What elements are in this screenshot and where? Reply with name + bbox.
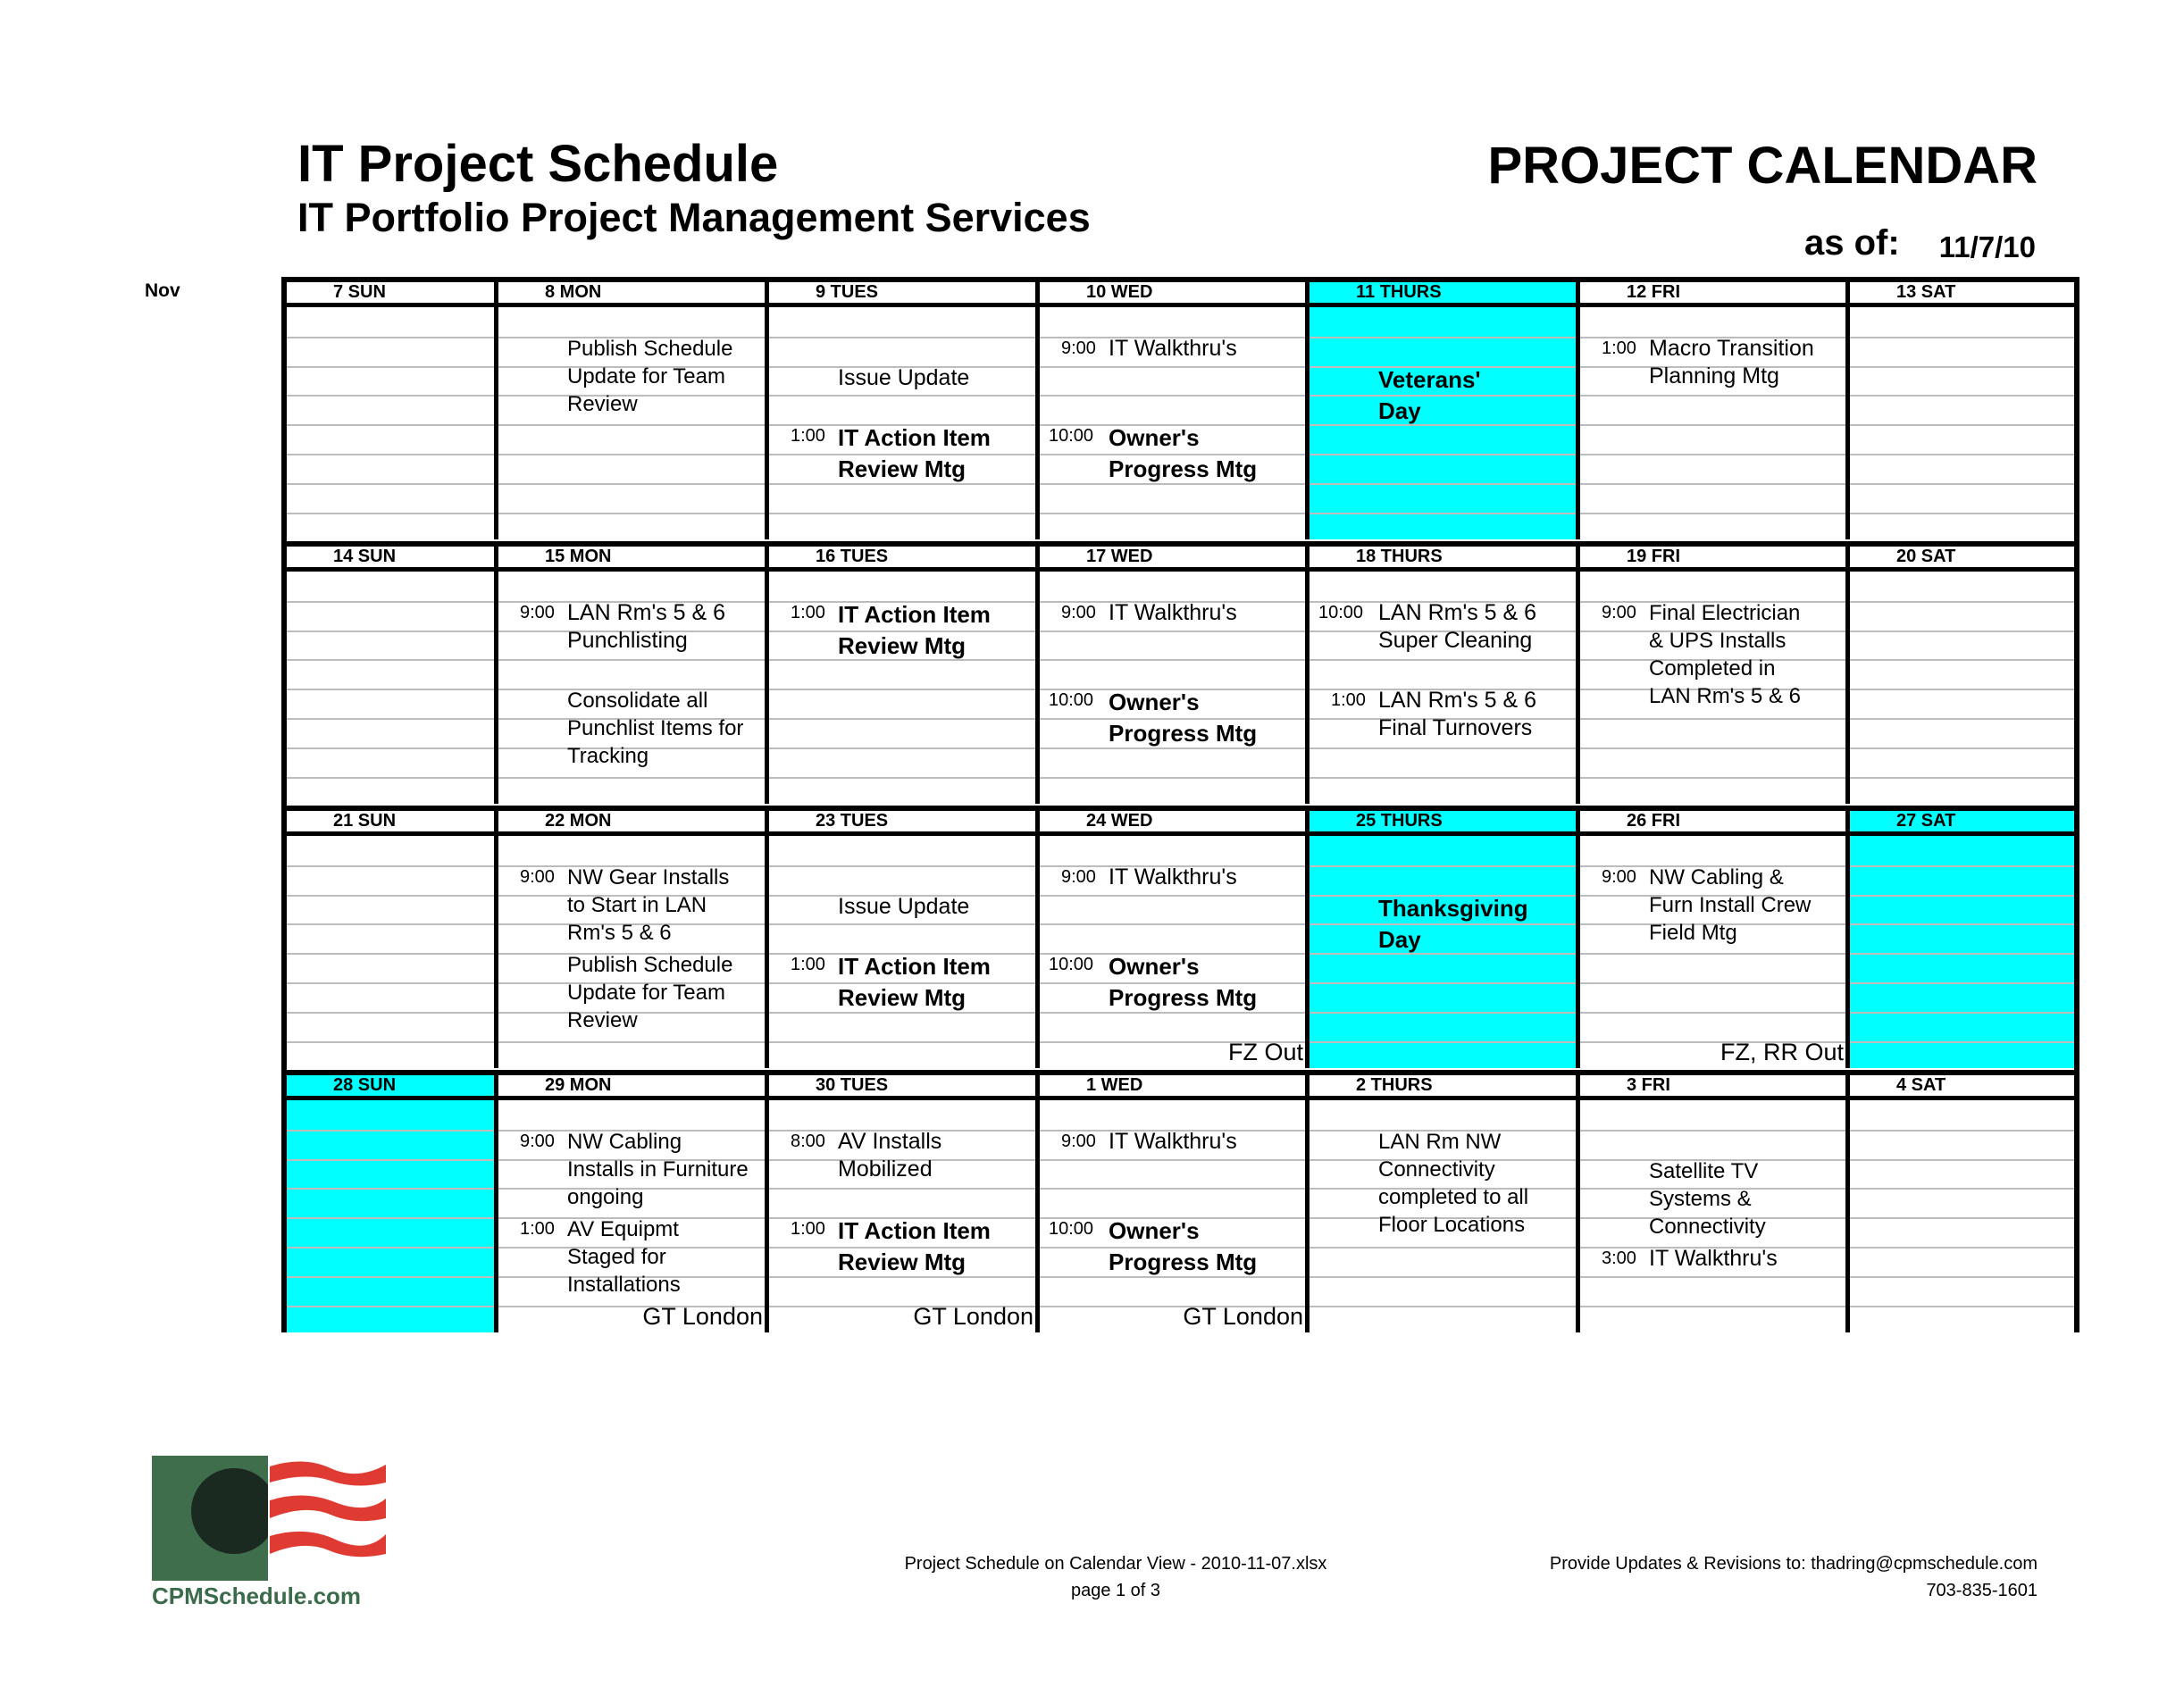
- row-divider: [1850, 1188, 2074, 1190]
- row-divider: [1310, 747, 1576, 749]
- event-text: Satellite TV Systems & Connectivity: [1649, 1158, 1766, 1239]
- row-divider: [1310, 1247, 1576, 1249]
- row-divider: [287, 718, 494, 720]
- row-divider: [1850, 631, 2074, 632]
- logo-text: CPMSchedule.com: [152, 1583, 362, 1609]
- row-divider: [1040, 923, 1305, 925]
- row-divider: [769, 865, 1035, 867]
- day-note: FZ Out: [1227, 1039, 1303, 1065]
- row-divider: [1850, 689, 2074, 690]
- row-divider: [1040, 366, 1305, 368]
- event-time: 10:00: [1049, 690, 1094, 711]
- day-cell[interactable]: [1040, 277, 1310, 539]
- row-divider: [1580, 395, 1845, 397]
- row-divider: [769, 1188, 1035, 1190]
- row-divider: [1850, 865, 2074, 867]
- row-divider: [1850, 953, 2074, 955]
- row-divider: [1580, 777, 1845, 779]
- row-divider: [1850, 337, 2074, 338]
- row-divider: [287, 1159, 494, 1161]
- row-divider: [1310, 337, 1576, 338]
- event-time: 1:00: [1602, 338, 1636, 358]
- row-divider: [1850, 1012, 2074, 1014]
- row-divider: [1580, 454, 1845, 455]
- event-time: 9:00: [1061, 866, 1096, 887]
- row-divider: [498, 777, 765, 779]
- row-divider: [287, 366, 494, 368]
- event-text: IT Walkthru's: [1109, 1128, 1237, 1154]
- event-text: AV Equipmt Staged for Installations: [567, 1217, 681, 1298]
- footer-page-number: page 1 of 3: [1070, 1581, 1161, 1600]
- day-cell[interactable]: [1310, 1070, 1580, 1332]
- event-time: 1:00: [1331, 690, 1366, 711]
- day-header: 20 SAT: [1850, 541, 2074, 572]
- row-divider: [1850, 1130, 2074, 1132]
- row-divider: [769, 337, 1035, 338]
- event-text: NW Cabling Installs in Furniture ongoing: [567, 1129, 749, 1209]
- row-divider: [769, 923, 1035, 925]
- row-divider: [287, 982, 494, 984]
- row-divider: [498, 1041, 765, 1043]
- event-text: IT Action Item Review Mtg: [838, 953, 991, 1012]
- day-cell[interactable]: [769, 541, 1040, 804]
- event-time: 10:00: [1049, 1219, 1094, 1240]
- row-divider: [1040, 1188, 1305, 1190]
- event-text: Issue Update: [838, 364, 970, 390]
- row-divider: [769, 718, 1035, 720]
- event-text: Veterans' Day: [1378, 365, 1481, 424]
- day-cell[interactable]: [1040, 1070, 1310, 1332]
- day-header: 12 FRI: [1580, 277, 1845, 307]
- event-time: 10:00: [1318, 602, 1364, 622]
- footer-phone: 703-835-1601: [1926, 1581, 2038, 1600]
- row-divider: [1850, 366, 2074, 368]
- day-note: FZ, RR Out: [1720, 1039, 1844, 1065]
- day-header: 25 THURS: [1310, 806, 1576, 836]
- row-divider: [287, 337, 494, 338]
- row-divider: [1310, 513, 1576, 514]
- day-header: 26 FRI: [1580, 806, 1845, 836]
- day-note: GT London: [1183, 1303, 1303, 1330]
- row-divider: [1850, 718, 2074, 720]
- day-header: 27 SAT: [1850, 806, 2074, 836]
- day-header: 7 SUN: [287, 277, 494, 307]
- row-divider: [1850, 923, 2074, 925]
- day-cell[interactable]: [1580, 541, 1850, 804]
- row-divider: [287, 1041, 494, 1043]
- row-divider: [1580, 747, 1845, 749]
- event-text: NW Cabling & Furn Install Crew Field Mtg: [1649, 864, 1812, 945]
- row-divider: [1580, 483, 1845, 485]
- day-header: 21 SUN: [287, 806, 494, 836]
- event-time: 9:00: [520, 1131, 555, 1151]
- event-text: IT Action Item Review Mtg: [838, 1217, 991, 1276]
- row-divider: [498, 454, 765, 455]
- event-time: 9:00: [1061, 1131, 1096, 1151]
- day-header: 15 MON: [498, 541, 765, 572]
- row-divider: [1850, 483, 2074, 485]
- row-divider: [1850, 1247, 2074, 1249]
- row-divider: [1580, 1130, 1845, 1132]
- row-divider: [287, 895, 494, 897]
- row-divider: [287, 395, 494, 397]
- row-divider: [1310, 777, 1576, 779]
- row-divider: [1850, 395, 2074, 397]
- row-divider: [287, 923, 494, 925]
- row-divider: [1310, 865, 1576, 867]
- day-cell[interactable]: [498, 806, 769, 1068]
- row-divider: [287, 747, 494, 749]
- day-header: 8 MON: [498, 277, 765, 307]
- row-divider: [1850, 747, 2074, 749]
- row-divider: [1580, 1306, 1845, 1307]
- row-divider: [1580, 953, 1845, 955]
- day-header: 22 MON: [498, 806, 765, 836]
- row-divider: [1850, 424, 2074, 426]
- day-cell[interactable]: [498, 1070, 769, 1332]
- day-cell[interactable]: [287, 806, 498, 1068]
- row-divider: [287, 424, 494, 426]
- event-text: AV Installs Mobilized: [838, 1128, 942, 1182]
- event-text: IT Walkthru's: [1109, 599, 1237, 625]
- event-text: Owner's Progress Mtg: [1109, 953, 1258, 1012]
- event-time: 3:00: [1602, 1249, 1636, 1268]
- row-divider: [1040, 1159, 1305, 1161]
- month-label: Nov: [145, 280, 180, 301]
- event-text: NW Gear Installs to Start in LAN Rm's 5 & 6: [567, 864, 730, 945]
- calendar-week: [287, 541, 2074, 804]
- event-text: Issue Update: [838, 893, 970, 919]
- event-time: 8:00: [791, 1131, 825, 1151]
- row-divider: [1850, 659, 2074, 661]
- row-divider: [1850, 895, 2074, 897]
- day-cell[interactable]: [1850, 277, 2074, 539]
- row-divider: [1580, 718, 1845, 720]
- row-divider: [498, 424, 765, 426]
- page-subtitle: IT Portfolio Project Management Services: [297, 195, 1091, 240]
- row-divider: [287, 1247, 494, 1249]
- row-divider: [1040, 659, 1305, 661]
- row-divider: [769, 395, 1035, 397]
- event-text: LAN Rm's 5 & 6 Super Cleaning: [1378, 599, 1537, 653]
- event-text: IT Action Item Review Mtg: [838, 600, 991, 659]
- row-divider: [287, 1188, 494, 1190]
- event-time: 9:00: [520, 602, 555, 622]
- event-text: LAN Rm's 5 & 6 Punchlisting: [567, 599, 726, 653]
- row-divider: [287, 513, 494, 514]
- day-cell[interactable]: [498, 277, 769, 539]
- day-cell[interactable]: [287, 541, 498, 804]
- calendar-grid: [287, 277, 2074, 1330]
- event-time: 9:00: [1602, 602, 1636, 622]
- calendar-week: [287, 806, 2074, 1068]
- event-text: Thanksgiving Day: [1378, 894, 1528, 953]
- event-text: Owner's Progress Mtg: [1109, 1217, 1258, 1276]
- day-cell[interactable]: [1850, 806, 2074, 1068]
- row-divider: [1310, 1276, 1576, 1278]
- row-divider: [1850, 982, 2074, 984]
- day-cell[interactable]: [287, 277, 498, 539]
- row-divider: [287, 953, 494, 955]
- row-divider: [287, 689, 494, 690]
- day-cell[interactable]: [1040, 806, 1310, 1068]
- row-divider: [1850, 1159, 2074, 1161]
- row-divider: [769, 747, 1035, 749]
- row-divider: [1850, 1306, 2074, 1307]
- row-divider: [287, 1276, 494, 1278]
- day-header: 19 FRI: [1580, 541, 1845, 572]
- row-divider: [1850, 777, 2074, 779]
- row-divider: [1040, 777, 1305, 779]
- row-divider: [287, 454, 494, 455]
- event-time: 1:00: [520, 1219, 555, 1240]
- row-divider: [287, 777, 494, 779]
- row-divider: [1850, 513, 2074, 514]
- row-divider: [769, 513, 1035, 514]
- day-header: 4 SAT: [1850, 1070, 2074, 1100]
- row-divider: [1580, 424, 1845, 426]
- day-header: 17 WED: [1040, 541, 1305, 572]
- day-cell[interactable]: [1310, 541, 1580, 804]
- row-divider: [498, 659, 765, 661]
- row-divider: [1850, 601, 2074, 603]
- event-time: 9:00: [520, 866, 555, 887]
- row-divider: [769, 777, 1035, 779]
- row-divider: [1580, 1012, 1845, 1014]
- row-divider: [1310, 982, 1576, 984]
- row-divider: [287, 1012, 494, 1014]
- row-divider: [287, 659, 494, 661]
- row-divider: [1040, 895, 1305, 897]
- event-text: Final Electrician & UPS Installs Completed in LAN Rm's 5 & 6: [1649, 600, 1801, 708]
- event-text: Publish Schedule Update for Team Review: [567, 336, 733, 416]
- event-time: 9:00: [1602, 866, 1636, 887]
- event-time: 1:00: [791, 426, 825, 447]
- as-of-date: 11/7/10: [1938, 230, 2036, 263]
- event-text: IT Walkthru's: [1109, 864, 1237, 889]
- row-divider: [287, 631, 494, 632]
- calendar-week: [287, 277, 2074, 539]
- row-divider: [1040, 631, 1305, 632]
- event-time: 10:00: [1049, 426, 1094, 447]
- event-time: 9:00: [1061, 602, 1096, 622]
- cpmschedule-logo-icon: [152, 1456, 386, 1581]
- row-divider: [1580, 982, 1845, 984]
- day-cell[interactable]: [769, 277, 1040, 539]
- day-cell[interactable]: [1580, 277, 1850, 539]
- event-text: IT Walkthru's: [1109, 335, 1237, 361]
- day-header: 9 TUES: [769, 277, 1035, 307]
- row-divider: [287, 865, 494, 867]
- row-divider: [498, 513, 765, 514]
- day-cell[interactable]: [769, 806, 1040, 1068]
- day-cell[interactable]: [1310, 806, 1580, 1068]
- row-divider: [1850, 1276, 2074, 1278]
- event-text: LAN Rm NW Connectivity completed to all Floor Locations: [1378, 1129, 1529, 1237]
- row-divider: [1850, 1217, 2074, 1219]
- row-divider: [1310, 659, 1576, 661]
- row-divider: [1040, 513, 1305, 514]
- event-time: 1:00: [791, 602, 825, 622]
- day-header: 24 WED: [1040, 806, 1305, 836]
- footer-updates-contact: Provide Updates & Revisions to: thadring@cpmschedule.com: [1549, 1554, 2038, 1574]
- row-divider: [498, 483, 765, 485]
- row-divider: [1580, 513, 1845, 514]
- day-cell[interactable]: [1310, 277, 1580, 539]
- day-header: 30 TUES: [769, 1070, 1035, 1100]
- row-divider: [769, 1041, 1035, 1043]
- row-divider: [1040, 395, 1305, 397]
- row-divider: [287, 601, 494, 603]
- row-divider: [1850, 454, 2074, 455]
- as-of-label: as of:: [1804, 223, 1900, 263]
- day-cell[interactable]: [769, 1070, 1040, 1332]
- day-cell[interactable]: [1850, 541, 2074, 804]
- day-header: 16 TUES: [769, 541, 1035, 572]
- row-divider: [769, 689, 1035, 690]
- day-cell[interactable]: [287, 1070, 498, 1332]
- row-divider: [287, 1130, 494, 1132]
- day-cell[interactable]: [1850, 1070, 2074, 1332]
- footer-file-name: Project Schedule on Calendar View - 2010-11-07.xlsx: [904, 1554, 1327, 1574]
- row-divider: [1850, 1041, 2074, 1043]
- day-cell[interactable]: [498, 541, 769, 804]
- day-cell[interactable]: [1580, 806, 1850, 1068]
- event-time: 1:00: [791, 955, 825, 975]
- day-header: 13 SAT: [1850, 277, 2074, 307]
- day-cell[interactable]: [1040, 541, 1310, 804]
- row-divider: [287, 483, 494, 485]
- day-note: GT London: [642, 1303, 763, 1330]
- calendar-title: PROJECT CALENDAR: [1487, 137, 2038, 195]
- event-time: 10:00: [1049, 955, 1094, 975]
- event-time: 9:00: [1061, 338, 1096, 358]
- row-divider: [1310, 1012, 1576, 1014]
- day-header: 14 SUN: [287, 541, 494, 572]
- row-divider: [287, 1306, 494, 1307]
- day-note: GT London: [913, 1303, 1033, 1330]
- day-header: 29 MON: [498, 1070, 765, 1100]
- day-header: 2 THURS: [1310, 1070, 1576, 1100]
- event-text: Consolidate all Punchlist Items for Tracking: [567, 689, 744, 769]
- event-text: IT Action Item Review Mtg: [838, 424, 991, 483]
- row-divider: [1580, 1276, 1845, 1278]
- row-divider: [1310, 454, 1576, 455]
- day-header: 23 TUES: [769, 806, 1035, 836]
- event-text: IT Walkthru's: [1649, 1246, 1778, 1271]
- row-divider: [1310, 1041, 1576, 1043]
- row-divider: [287, 1217, 494, 1219]
- day-cell[interactable]: [1580, 1070, 1850, 1332]
- calendar-week: [287, 1070, 2074, 1332]
- event-text: Publish Schedule Update for Team Review: [567, 953, 733, 1033]
- day-header: 1 WED: [1040, 1070, 1305, 1100]
- page-title: IT Project Schedule: [297, 135, 779, 193]
- day-header: 28 SUN: [287, 1070, 494, 1100]
- day-header: 10 WED: [1040, 277, 1305, 307]
- event-text: Macro Transition Planning Mtg: [1649, 335, 1814, 388]
- event-text: Owner's Progress Mtg: [1109, 424, 1258, 483]
- event-text: Owner's Progress Mtg: [1109, 689, 1258, 747]
- event-time: 1:00: [791, 1219, 825, 1240]
- day-header: 11 THURS: [1310, 277, 1576, 307]
- row-divider: [1310, 1306, 1576, 1307]
- event-text: LAN Rm's 5 & 6 Final Turnovers: [1378, 688, 1537, 741]
- day-header: 3 FRI: [1580, 1070, 1845, 1100]
- row-divider: [1310, 483, 1576, 485]
- day-header: 18 THURS: [1310, 541, 1576, 572]
